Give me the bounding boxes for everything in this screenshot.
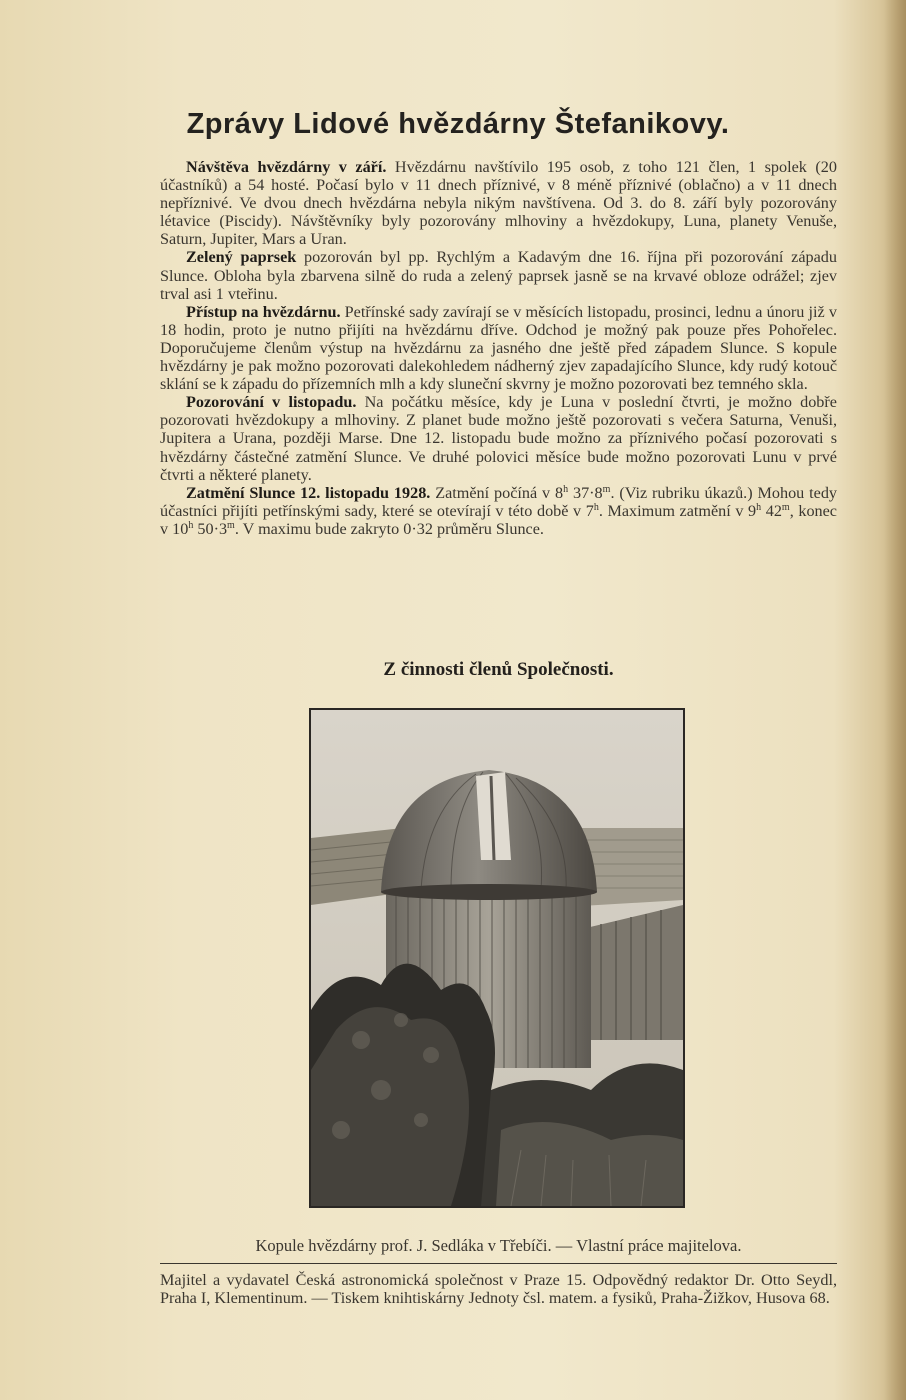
paragraph-text: Na počátku měsíce, kdy je Luna v poslední čtvrti, je možno dobře pozorovati hvězdokupy a mlhoviny. Z planet bude možno ještě pozorovati s večera Saturna, Venuši, Jupitera a Urana, později Marse. Dne 12. listopadu bude možno za příznivého počasí pozorovati s hvězdárny částečné zatmění Slunce. Ve druhé polovici měsíce bude možno pozorovati Lunu v prvé čtvrti a některé planety. — [160, 393, 837, 484]
eclipse-text: , konec v 10 — [160, 501, 837, 538]
hour-mark: h — [188, 519, 194, 531]
news-body — [160, 158, 837, 538]
minute-mark: m — [602, 483, 611, 495]
paragraph-lead: Návštěva hvězdárny v září. — [186, 158, 387, 176]
paragraph-lead: Pozorování v listopadu. — [186, 393, 357, 412]
photo-illustration — [311, 710, 683, 1206]
minute-mark: m — [781, 501, 790, 513]
hour-mark: h — [593, 501, 599, 513]
eclipse-text: 42 — [761, 501, 782, 520]
eclipse-text: 37·8 — [568, 483, 603, 502]
eclipse-text: Zatmění počíná v 8 — [430, 483, 564, 502]
page-title: Zprávy Lidové hvězdárny Štefanikovy. — [186, 108, 730, 140]
paragraph-text: Petřínské sady zavírají se v měsících listopadu, prosinci, lednu a únoru již v 18 hodin, proto je nutno přijíti na hvězdárnu dříve. Odchod je možný pak pouze přes Pohořelec. Doporučujeme členům výstup na hvězdárnu za jasného dne ještě před západem Slunce. S kopule hvězdárny je pak možno pozorovati dalekohledem nádherný zjev zapadajícího Slunce, kdy rudý kotouč sklání se k západu do přízemních mlh a kdy sluneční skvrny je možno pozorovati bez temného skla. — [160, 302, 837, 394]
paragraph-lead: Zelený paprsek — [186, 248, 297, 267]
paragraph-november — [160, 393, 837, 483]
photo-caption: Kopule hvězdárny prof. J. Sedláka v Třebíči. — Vlastní práce majitelova. — [255, 1236, 742, 1255]
eclipse-text: . (Viz rubriku úkazů.) Mohou tedy účastníci přijíti petřínskými sady, které se otevírají v této době v 7 — [160, 483, 838, 520]
paragraph-text: Hvězdárnu navštívilo 195 osob, z toho 121 člen, 1 spolek (20 účastníků) a 54 hosté. Počasí bylo v 11 dnech příznivé, v 8 méně příznivé (oblačno) a v 11 dnech nepříznivé. Ve dvou dnech hvězdárna nebyla nikým navštívena. Od 3. do 8. září byly pozorovány létavice (Piscidy). Návštěvníky byly pozorovány mlhoviny a hvězdokupy, Luna, planety Venuše, Saturn, Jupiter, Mars a Uran. — [160, 158, 837, 249]
paragraph-green-ray — [160, 248, 837, 302]
paragraph-lead: Přístup na hvězdárnu. — [186, 302, 341, 321]
observatory-dome-photo — [309, 708, 685, 1208]
paragraph-eclipse — [160, 484, 837, 538]
paragraph-text: pozorován byl pp. Rychlým a Kadavým dne 16. října při pozorování západu Slunce. Obloha byla zbarvena silně do ruda a zelený paprsek jasně se na krvavé obloze odrážel; zjev trval asi 1 vteřinu. — [160, 248, 837, 303]
paragraph-access — [160, 303, 837, 393]
imprint-text: Majitel a vydavatel Česká astronomická společnost v Praze 15. Odpovědný redaktor Dr. Otto Seydl, Praha I, Klementinum. — Tiskem knihtiskárny Jednoty čsl. matem. a fysiků, Praha-Žižkov, Husova 68. — [160, 1271, 837, 1308]
eclipse-text: . Maximum zatmění v 9 — [598, 501, 757, 520]
minute-mark: m — [227, 519, 235, 531]
paragraph-lead: Zatmění Slunce 12. listopadu 1928. — [186, 483, 431, 502]
page-edge-shadow — [884, 0, 906, 1400]
hour-mark: h — [756, 501, 762, 513]
footer-divider — [160, 1263, 837, 1264]
hour-mark: h — [563, 483, 569, 495]
eclipse-text: . V maximu bude zakryto 0·32 průměru Slunce. — [234, 519, 544, 538]
section-subheading: Z činnosti členů Společnosti. — [383, 659, 614, 680]
eclipse-text: 50·3 — [193, 519, 228, 538]
paragraph-visits — [160, 158, 837, 248]
